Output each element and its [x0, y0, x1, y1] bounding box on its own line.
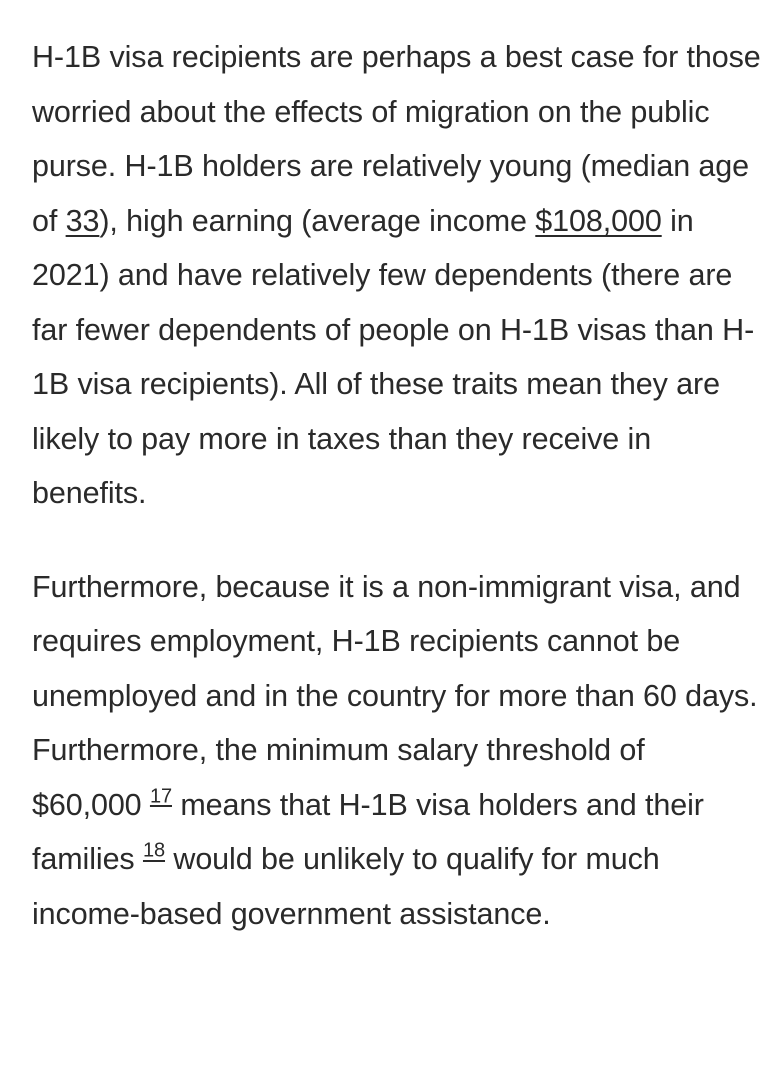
average-income-link[interactable]: $108,000 — [535, 203, 662, 238]
paragraph-1-text-c: in 2021) and have relatively few dependents (there are far fewer dependents of people on H-1B visas than H-1B visa recipients). All of these traits mean they are likely to pay more in taxes than they receive in benefits. — [32, 203, 755, 510]
paragraph-2-text-a: Furthermore, because it is a non-immigrant visa, and requires employment, H-1B recipients cannot be unemployed and in the country for more than 60 days. Furthermore, the minimum salary threshold of $60,000 — [32, 569, 758, 822]
paragraph-2-text-b: means that H-1B visa holders and their families — [32, 787, 704, 876]
median-age-link[interactable]: 33 — [65, 203, 100, 238]
paragraph-1-text-a: H-1B visa recipients are perhaps a best case for those worried about the effects of migration on the public purse. H-1B holders are relatively young (median age of — [32, 40, 761, 238]
paragraph-1-text-b: ), high earning (average income — [99, 203, 536, 238]
paragraph-2-text-c: would be unlikely to qualify for much income-based government assistance. — [32, 842, 660, 931]
footnote-ref-17 — [150, 785, 172, 807]
footnote-18-link[interactable]: 18 — [142, 839, 166, 862]
paragraph-non-immigrant-visa — [32, 560, 762, 942]
paragraph-h1b-fiscal-profile — [32, 30, 762, 521]
footnote-ref-18 — [143, 840, 165, 862]
footnote-17-link[interactable]: 17 — [149, 785, 172, 808]
